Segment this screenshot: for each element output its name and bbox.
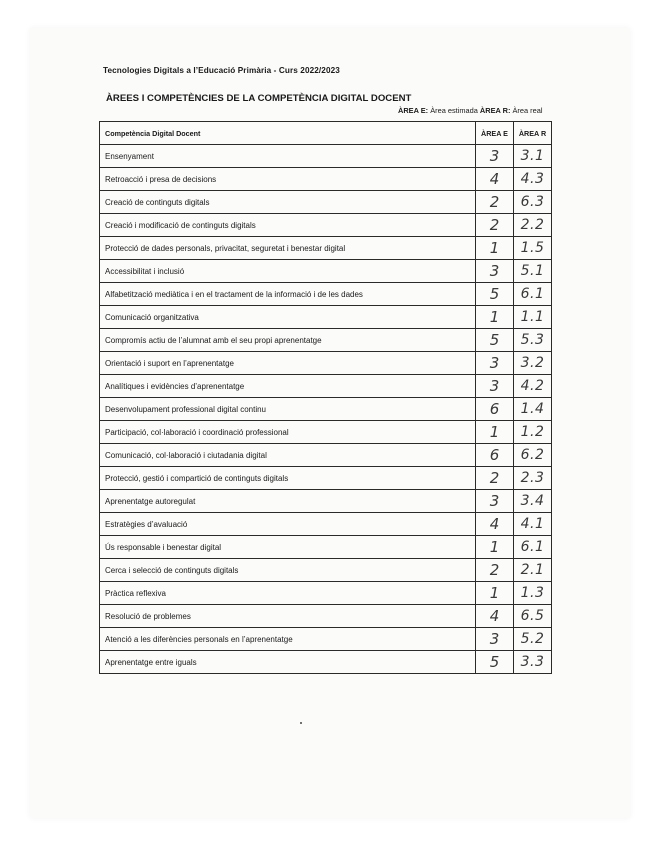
table-row [100, 559, 552, 582]
competence-name: Comunicació, col·laboració i ciutadania digital [100, 444, 476, 467]
competence-name: Creació de continguts digitals [100, 191, 476, 214]
legend-e-key: ÀREA E: [398, 106, 429, 115]
area-r-value: 2.2 [514, 214, 552, 237]
competence-name: Ensenyament [100, 145, 476, 168]
area-r-value: 2.1 [514, 559, 552, 582]
table-row [100, 214, 552, 237]
competence-name: Alfabetització mediàtica i en el tractament de la informació i de les dades [100, 283, 476, 306]
area-e-value: 2 [476, 559, 514, 582]
area-r-value: 4.3 [514, 168, 552, 191]
table-row [100, 260, 552, 283]
area-e-value: 1 [476, 306, 514, 329]
table-row [100, 398, 552, 421]
legend-e-text: Àrea estimada [430, 106, 478, 115]
competence-name: Estratègies d’avaluació [100, 513, 476, 536]
area-e-value: 3 [476, 145, 514, 168]
area-r-value: 4.1 [514, 513, 552, 536]
area-e-value: 1 [476, 536, 514, 559]
competence-name: Desenvolupament professional digital continu [100, 398, 476, 421]
competence-name: Compromís actiu de l’alumnat amb el seu propi aprenentatge [100, 329, 476, 352]
table-row [100, 145, 552, 168]
table-row [100, 375, 552, 398]
table-row [100, 513, 552, 536]
table-row [100, 168, 552, 191]
area-r-value: 6.1 [514, 536, 552, 559]
competence-name: Creació i modificació de continguts digitals [100, 214, 476, 237]
competence-name: Protecció, gestió i compartició de continguts digitals [100, 467, 476, 490]
area-e-value: 1 [476, 421, 514, 444]
competence-name: Orientació i suport en l’aprenentatge [100, 352, 476, 375]
area-e-value: 1 [476, 237, 514, 260]
competence-name: Participació, col·laboració i coordinació professional [100, 421, 476, 444]
competence-name: Retroacció i presa de decisions [100, 168, 476, 191]
area-r-value: 5.1 [514, 260, 552, 283]
area-e-value: 6 [476, 398, 514, 421]
area-e-value: 3 [476, 490, 514, 513]
area-r-value: 2.3 [514, 467, 552, 490]
table-row [100, 191, 552, 214]
competence-name: Analítiques i evidències d’aprenentatge [100, 375, 476, 398]
area-r-value: 5.3 [514, 329, 552, 352]
course-title: Tecnologies Digitals a l’Educació Primària - Curs 2022/2023 [103, 66, 340, 75]
table-row [100, 651, 552, 674]
col-header-competence: Competència Digital Docent [100, 122, 476, 145]
competence-name: Accessibilitat i inclusió [100, 260, 476, 283]
table-row [100, 628, 552, 651]
scan-speck [300, 722, 302, 724]
table-row [100, 352, 552, 375]
table-row [100, 605, 552, 628]
competence-name: Ús responsable i benestar digital [100, 536, 476, 559]
area-r-value: 3.2 [514, 352, 552, 375]
area-e-value: 2 [476, 214, 514, 237]
area-e-value: 2 [476, 467, 514, 490]
competence-name: Pràctica reflexiva [100, 582, 476, 605]
area-r-value: 5.2 [514, 628, 552, 651]
table-row [100, 536, 552, 559]
area-r-value: 6.1 [514, 283, 552, 306]
competence-name: Comunicació organitzativa [100, 306, 476, 329]
area-e-value: 6 [476, 444, 514, 467]
table-row [100, 467, 552, 490]
legend [398, 106, 543, 115]
area-r-value: 1.1 [514, 306, 552, 329]
area-r-value: 3.1 [514, 145, 552, 168]
competence-name: Resolució de problemes [100, 605, 476, 628]
area-r-value: 1.3 [514, 582, 552, 605]
competence-name: Aprenentatge entre iguals [100, 651, 476, 674]
legend-r-text: Àrea real [512, 106, 543, 115]
area-r-value: 6.2 [514, 444, 552, 467]
competence-name: Protecció de dades personals, privacitat, seguretat i benestar digital [100, 237, 476, 260]
table-header-row [100, 122, 552, 145]
competence-name: Cerca i selecció de continguts digitals [100, 559, 476, 582]
legend-r-key: ÀREA R: [479, 106, 511, 115]
area-e-value: 4 [476, 168, 514, 191]
area-e-value: 5 [476, 283, 514, 306]
area-e-value: 3 [476, 260, 514, 283]
area-r-value: 6.3 [514, 191, 552, 214]
competence-table [99, 121, 552, 674]
table-row [100, 283, 552, 306]
table-row [100, 421, 552, 444]
competence-name: Atenció a les diferències personals en l’aprenentatge [100, 628, 476, 651]
col-header-area-e: ÀREA E [476, 122, 514, 145]
table-row [100, 582, 552, 605]
area-e-value: 5 [476, 329, 514, 352]
area-e-value: 3 [476, 375, 514, 398]
area-e-value: 4 [476, 605, 514, 628]
area-r-value: 3.4 [514, 490, 552, 513]
area-r-value: 1.5 [514, 237, 552, 260]
table-row [100, 490, 552, 513]
area-e-value: 5 [476, 651, 514, 674]
table-row [100, 237, 552, 260]
area-e-value: 3 [476, 352, 514, 375]
area-e-value: 2 [476, 191, 514, 214]
area-e-value: 3 [476, 628, 514, 651]
area-r-value: 6.5 [514, 605, 552, 628]
area-e-value: 4 [476, 513, 514, 536]
table-row [100, 444, 552, 467]
area-r-value: 3.3 [514, 651, 552, 674]
document-title: ÀREES I COMPETÈNCIES DE LA COMPETÈNCIA DIGITAL DOCENT [106, 93, 412, 104]
competence-name: Aprenentatge autoregulat [100, 490, 476, 513]
table-row [100, 306, 552, 329]
area-r-value: 1.2 [514, 421, 552, 444]
area-r-value: 1.4 [514, 398, 552, 421]
table-row [100, 329, 552, 352]
col-header-area-r: ÀREA R [514, 122, 552, 145]
area-r-value: 4.2 [514, 375, 552, 398]
area-e-value: 1 [476, 582, 514, 605]
